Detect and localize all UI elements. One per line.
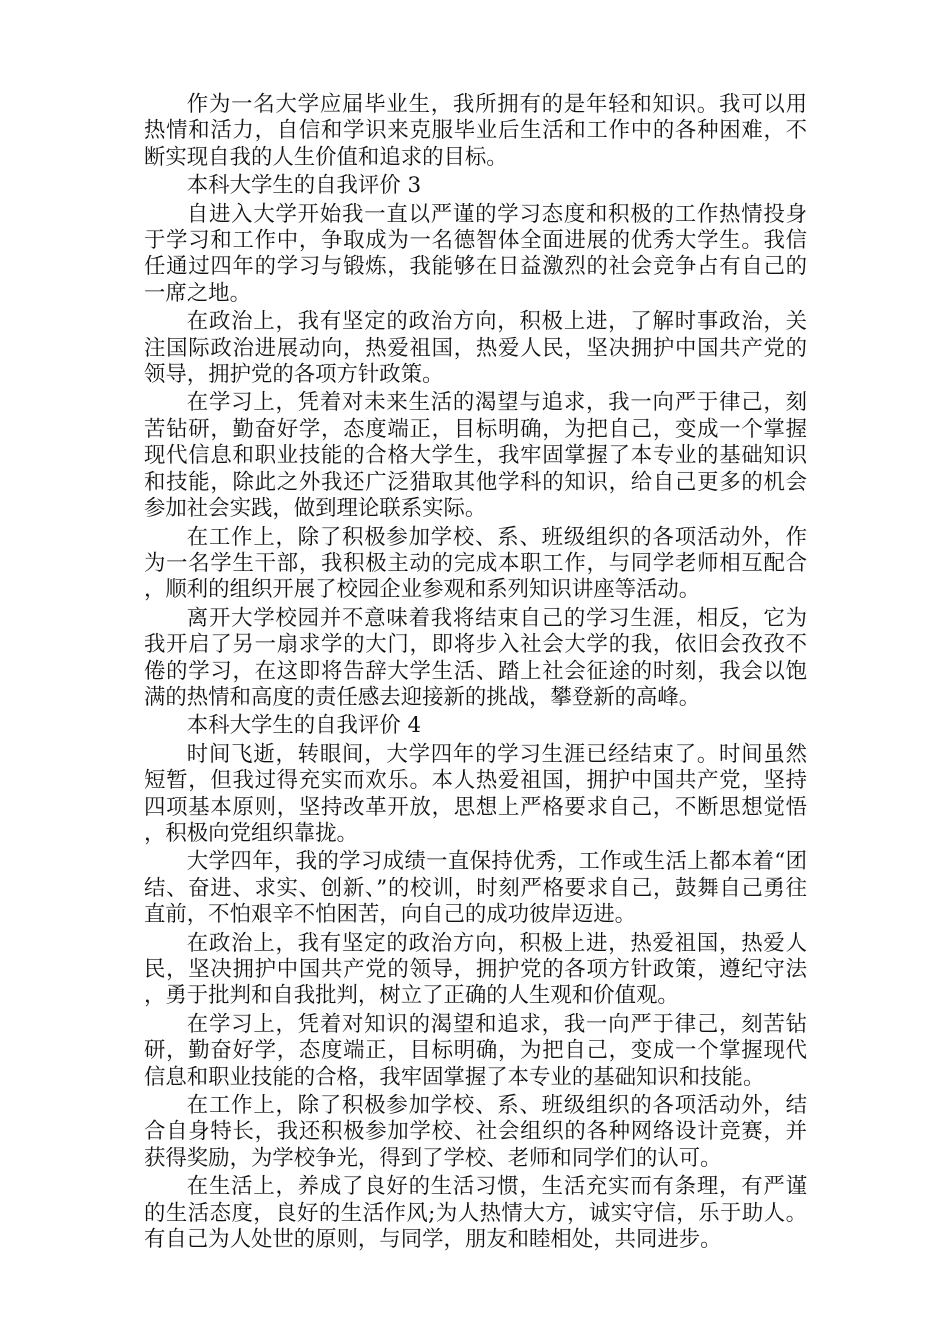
paragraph-politics: 在政治上，我有坚定的政治方向，积极上进，了解时事政治，关注国际政治进展动向，热爱祖国，热爱人民，坚决拥护中国共产党的领导，拥护党的各项方针政策。 xyxy=(144,309,807,388)
section-heading-4: 本科大学生的自我评价 4 xyxy=(186,713,422,739)
paragraph-graduate-intro: 作为一名大学应届毕业生，我所拥有的是年轻和知识。我可以用热情和活力，自信和学识来克服毕业后生活和工作中的各种困难，不断实现自我的人生价值和追求的目标。 xyxy=(144,92,807,170)
section-heading-3: 本科大学生的自我评价 3 xyxy=(186,173,422,199)
paragraph-study-2: 在学习上，凭着对知识的渴望和追求，我一向严于律己，刻苦钻研，勤奋好学，态度端正，目标明确，为把自己，变成一个掌握现代信息和职业技能的合格，我牢固掌握了本专业的基础知识和技能。 xyxy=(144,1011,807,1090)
paragraph-work: 在工作上，除了积极参加学校、系、班级组织的各项活动外，作为一名学生干部，我积极主动的完成本职工作，与同学老师相互配合，顺利的组织开展了校园企业参观和系列知识讲座等活动。 xyxy=(144,524,807,603)
paragraph-four-years: 大学四年，我的学习成绩一直保持优秀，工作或生活上都本着“团结、奋进、求实、创新、”的校训，时刻严格要求自己，鼓舞自己勇往直前，不怕艰辛不怕困苦，向自己的成功彼岸迈进。 xyxy=(144,849,807,928)
paragraph-life: 在生活上，养成了良好的生活习惯，生活充实而有条理，有严谨的生活态度，良好的生活作风;为人热情大方，诚实守信，乐于助人。有自己为人处世的原则，与同学，朋友和睦相处，共同进步。 xyxy=(144,1174,807,1253)
paragraph-work-2: 在工作上，除了积极参加学校、系、班级组织的各项活动外，结合自身特长，我还积极参加学校、社会组织的各种网络设计竞赛，并获得奖励，为学校争光，得到了学校、老师和同学们的认可。 xyxy=(144,1093,807,1171)
document-page xyxy=(144,92,807,1255)
paragraph-study: 在学习上，凭着对未来生活的渴望与追求，我一向严于律己，刻苦钻研，勤奋好学，态度端正，目标明确，为把自己，变成一个掌握现代信息和职业技能的合格大学生，我牢固掌握了本专业的基础知识和技能，除此之外我还广泛猎取其他学科的知识，给自己更多的机会参加社会实践，做到理论联系实际。 xyxy=(144,390,807,522)
paragraph-leaving-campus: 离开大学校园并不意味着我将结束自己的学习生涯，相反，它为我开启了另一扇求学的大门，即将步入社会大学的我，依旧会孜孜不倦的学习，在这即将告辞大学生活、踏上社会征途的时刻，我会以饱满的热情和高度的责任感去迎接新的挑战，攀登新的高峰。 xyxy=(144,605,807,710)
paragraph-time-flies: 时间飞逝，转眼间，大学四年的学习生涯已经结束了。时间虽然短暂，但我过得充实而欢乐。本人热爱祖国，拥护中国共产党，坚持四项基本原则，坚持改革开放，思想上严格要求自己，不断思想觉悟，积极向党组织靠拢。 xyxy=(144,741,807,846)
paragraph-politics-2: 在政治上，我有坚定的政治方向，积极上进，热爱祖国，热爱人民，坚决拥护中国共产党的领导，拥护党的各项方针政策，遵纪守法，勇于批判和自我批判，树立了正确的人生观和价值观。 xyxy=(144,930,807,1009)
paragraph-university-start: 自进入大学开始我一直以严谨的学习态度和积极的工作热情投身于学习和工作中，争取成为一名德智体全面进展的优秀大学生。我信任通过四年的学习与锻炼，我能够在日益激烈的社会竞争占有自己的一席之地。 xyxy=(144,201,807,306)
